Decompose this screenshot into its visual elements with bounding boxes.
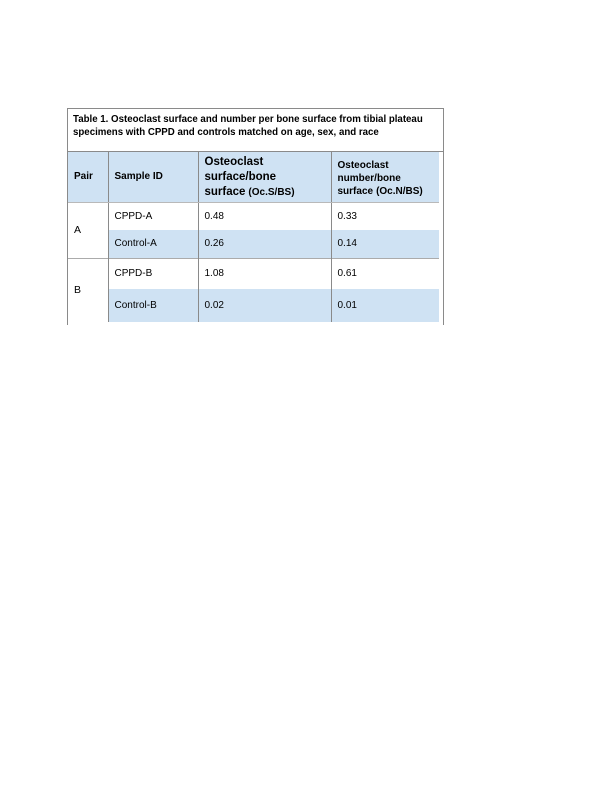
table-row-cppd-a — [68, 202, 439, 230]
sample-id-cell: Control-B — [108, 289, 198, 322]
data-table — [68, 152, 439, 322]
table-row-cppd-b — [68, 258, 439, 289]
pair-label-a: A — [68, 202, 108, 258]
ocn-bs-value: 0.01 — [331, 289, 439, 322]
header-ocs-abbrev: (Oc.S/BS) — [248, 187, 295, 198]
table-caption: Table 1. Osteoclast surface and number per bone surface from tibial plateau specimens with CPPD and controls matched on age, sex, and race — [68, 109, 443, 152]
table-1-container — [67, 108, 444, 325]
header-row — [68, 152, 439, 202]
ocs-bs-value: 0.26 — [198, 230, 331, 258]
ocs-bs-value: 0.02 — [198, 289, 331, 322]
header-ocn-abbrev: (Oc.N/BS) — [376, 186, 423, 197]
header-cell-pair: Pair — [68, 152, 108, 202]
header-cell-ocn-bs — [331, 152, 439, 202]
table-row-control-a — [68, 230, 439, 258]
header-ocn-line-3-text: surface — [337, 186, 374, 197]
ocn-bs-value: 0.33 — [331, 202, 439, 230]
header-ocs-line-1: Osteoclast — [204, 156, 264, 168]
header-ocs-line-3-text: surface — [204, 186, 246, 198]
sample-id-cell: CPPD-B — [108, 258, 198, 289]
sample-id-cell: Control-A — [108, 230, 198, 258]
header-cell-ocs-bs — [198, 152, 331, 202]
ocs-bs-value: 0.48 — [198, 202, 331, 230]
table-row-control-b — [68, 289, 439, 322]
ocn-bs-value: 0.14 — [331, 230, 439, 258]
ocs-bs-value: 1.08 — [198, 258, 331, 289]
sample-id-cell: CPPD-A — [108, 202, 198, 230]
header-ocs-line-2: surface/bone — [204, 171, 277, 183]
header-cell-sample-id: Sample ID — [108, 152, 198, 202]
pair-label-b: B — [68, 258, 108, 322]
header-ocn-line-2: number/bone — [337, 173, 401, 184]
header-ocn-line-1: Osteoclast — [337, 160, 389, 171]
header-ocn-line-3 — [338, 185, 440, 198]
ocn-bs-value: 0.61 — [331, 258, 439, 289]
header-ocs-line-3 — [205, 185, 331, 200]
